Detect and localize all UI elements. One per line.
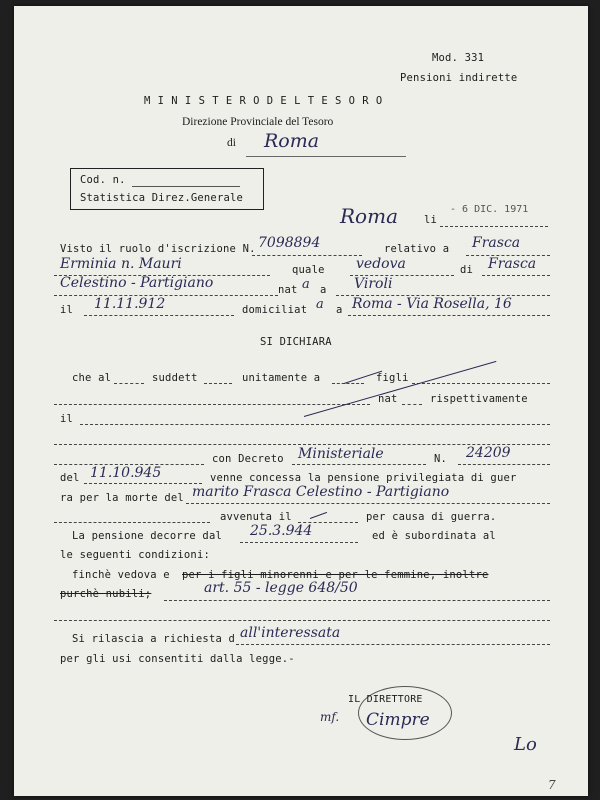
- handwritten-pension-start: 25.3.944: [250, 523, 313, 539]
- text-del: del: [60, 472, 80, 484]
- text-con-decreto: con Decreto: [212, 453, 284, 465]
- text-per-la-morte: ra per la morte del: [60, 492, 184, 504]
- handwritten-gender-suffix: a: [302, 277, 310, 292]
- blank-line: [54, 404, 370, 405]
- text-finche-vedova: finchè vedova e: [72, 569, 170, 581]
- handwritten-decree-type: Ministeriale: [298, 446, 384, 462]
- text-rispettivamente: rispettivamente: [430, 393, 528, 405]
- text-il2: il: [60, 413, 74, 425]
- text-suddett: suddett: [152, 372, 198, 384]
- birth-date-underline: [84, 315, 234, 316]
- handwritten-deceased-name: Celestino - Partigiano: [60, 275, 214, 291]
- date-underline: [440, 226, 548, 227]
- handwritten-role: vedova: [356, 256, 406, 272]
- page-number: 7: [548, 778, 556, 792]
- blank-line: [54, 620, 550, 621]
- address-underline: [348, 315, 550, 316]
- corner-initials: Lo: [514, 734, 537, 755]
- di-label: di: [227, 137, 236, 149]
- text-figli-minorenni: per i figli minorenni e per le femmine, inoltre: [182, 569, 489, 581]
- handwritten-surname: Frasca: [472, 235, 521, 251]
- ministry-title: M I N I S T E R O D E L T E S O R O: [144, 95, 383, 107]
- text-subordinata: ed è subordinata al: [372, 530, 496, 542]
- text-usi-consentiti: per gli usi consentiti dalla legge.-: [60, 653, 295, 665]
- text-a: a: [320, 284, 327, 296]
- si-dichiara-heading: SI DICHIARA: [260, 336, 332, 348]
- blank-line: [412, 383, 550, 384]
- handwritten-decree-number: 24209: [466, 445, 511, 461]
- city-underline: [246, 156, 406, 157]
- text-che-al: che al: [72, 372, 112, 384]
- cod-label: Cod. n.: [80, 174, 126, 186]
- blank-line: [402, 404, 422, 405]
- blank-line: [54, 522, 210, 523]
- handwritten-ruolo-number: 7098894: [258, 235, 321, 251]
- blank-line: [80, 424, 550, 425]
- text-nat2: nat: [378, 393, 398, 405]
- director-title: IL DIRETTORE: [348, 694, 423, 705]
- blank-line: [292, 464, 426, 465]
- cancel-stroke: [304, 361, 497, 417]
- text-purche-nubili: purchè nubili;: [60, 588, 152, 600]
- deceased-name-underline: [54, 295, 278, 296]
- cancel-stroke: [310, 512, 327, 519]
- ruolo-underline: [252, 255, 362, 256]
- handwritten-decree-date: 11.10.945: [90, 465, 162, 481]
- direction-title: Direzione Provinciale del Tesoro: [182, 116, 334, 128]
- date-stamp: - 6 DIC. 1971: [450, 204, 529, 215]
- text-condizioni: le seguenti condizioni:: [60, 549, 210, 561]
- text-domiciliat: domiciliat: [242, 304, 308, 316]
- text-figli: figli: [376, 372, 409, 384]
- director-signature: Cimpre: [366, 710, 430, 730]
- blank-line: [84, 483, 202, 484]
- text-a2: a: [336, 304, 343, 316]
- text-unitamente: unitamente a: [242, 372, 321, 384]
- blank-line: [458, 464, 550, 465]
- cod-underline: [132, 186, 240, 187]
- handwritten-deceased-surname: Frasca: [488, 256, 537, 272]
- blank-line: [186, 503, 550, 504]
- handwritten-domicile-suffix: a: [316, 297, 324, 312]
- blank-line: [204, 383, 232, 384]
- text-avvenuta: avvenuta il: [220, 511, 292, 523]
- deceased-underline: [482, 275, 550, 276]
- document-page: [14, 6, 588, 796]
- form-code: Mod. 331: [432, 52, 485, 64]
- blank-line: [114, 383, 144, 384]
- city-handwritten: Roma: [264, 130, 320, 152]
- form-category: Pensioni indirette: [400, 72, 518, 84]
- handwritten-law-reference: art. 55 - legge 648/50: [204, 580, 358, 596]
- place-handwritten: Roma: [340, 204, 398, 228]
- blank-line: [332, 383, 364, 384]
- text-il: il: [60, 304, 74, 316]
- handwritten-death-reason: marito Frasca Celestino - Partigiano: [192, 484, 450, 500]
- stat-label: Statistica Direz.Generale: [80, 192, 244, 204]
- text-pensione-decorre: La pensione decorre dal: [72, 530, 222, 542]
- text-ruolo: Visto il ruolo d'iscrizione N.: [60, 243, 256, 255]
- text-quale: quale: [292, 264, 325, 276]
- handwritten-requester: all'interessata: [240, 625, 341, 641]
- signature-prefix: mf.: [320, 710, 340, 724]
- text-nat: nat: [278, 284, 298, 296]
- blank-line: [164, 600, 550, 601]
- text-n: N.: [434, 453, 448, 465]
- blank-line: [236, 644, 550, 645]
- text-causa-guerra: per causa di guerra.: [366, 511, 497, 523]
- text-si-rilascia: Si rilascia a richiesta d: [72, 633, 236, 645]
- li-label: li: [424, 214, 438, 226]
- handwritten-address: Roma - Via Rosella, 16: [352, 296, 512, 312]
- handwritten-birthplace: Viroli: [354, 276, 393, 292]
- text-venne-concessa: venne concessa la pensione privilegiata di guer: [210, 472, 517, 484]
- handwritten-birth-date: 11.11.912: [94, 296, 166, 312]
- text-relativo: relativo a: [384, 243, 450, 255]
- text-di: di: [460, 264, 474, 276]
- handwritten-beneficiary: Erminia n. Mauri: [60, 256, 182, 272]
- blank-line: [240, 542, 358, 543]
